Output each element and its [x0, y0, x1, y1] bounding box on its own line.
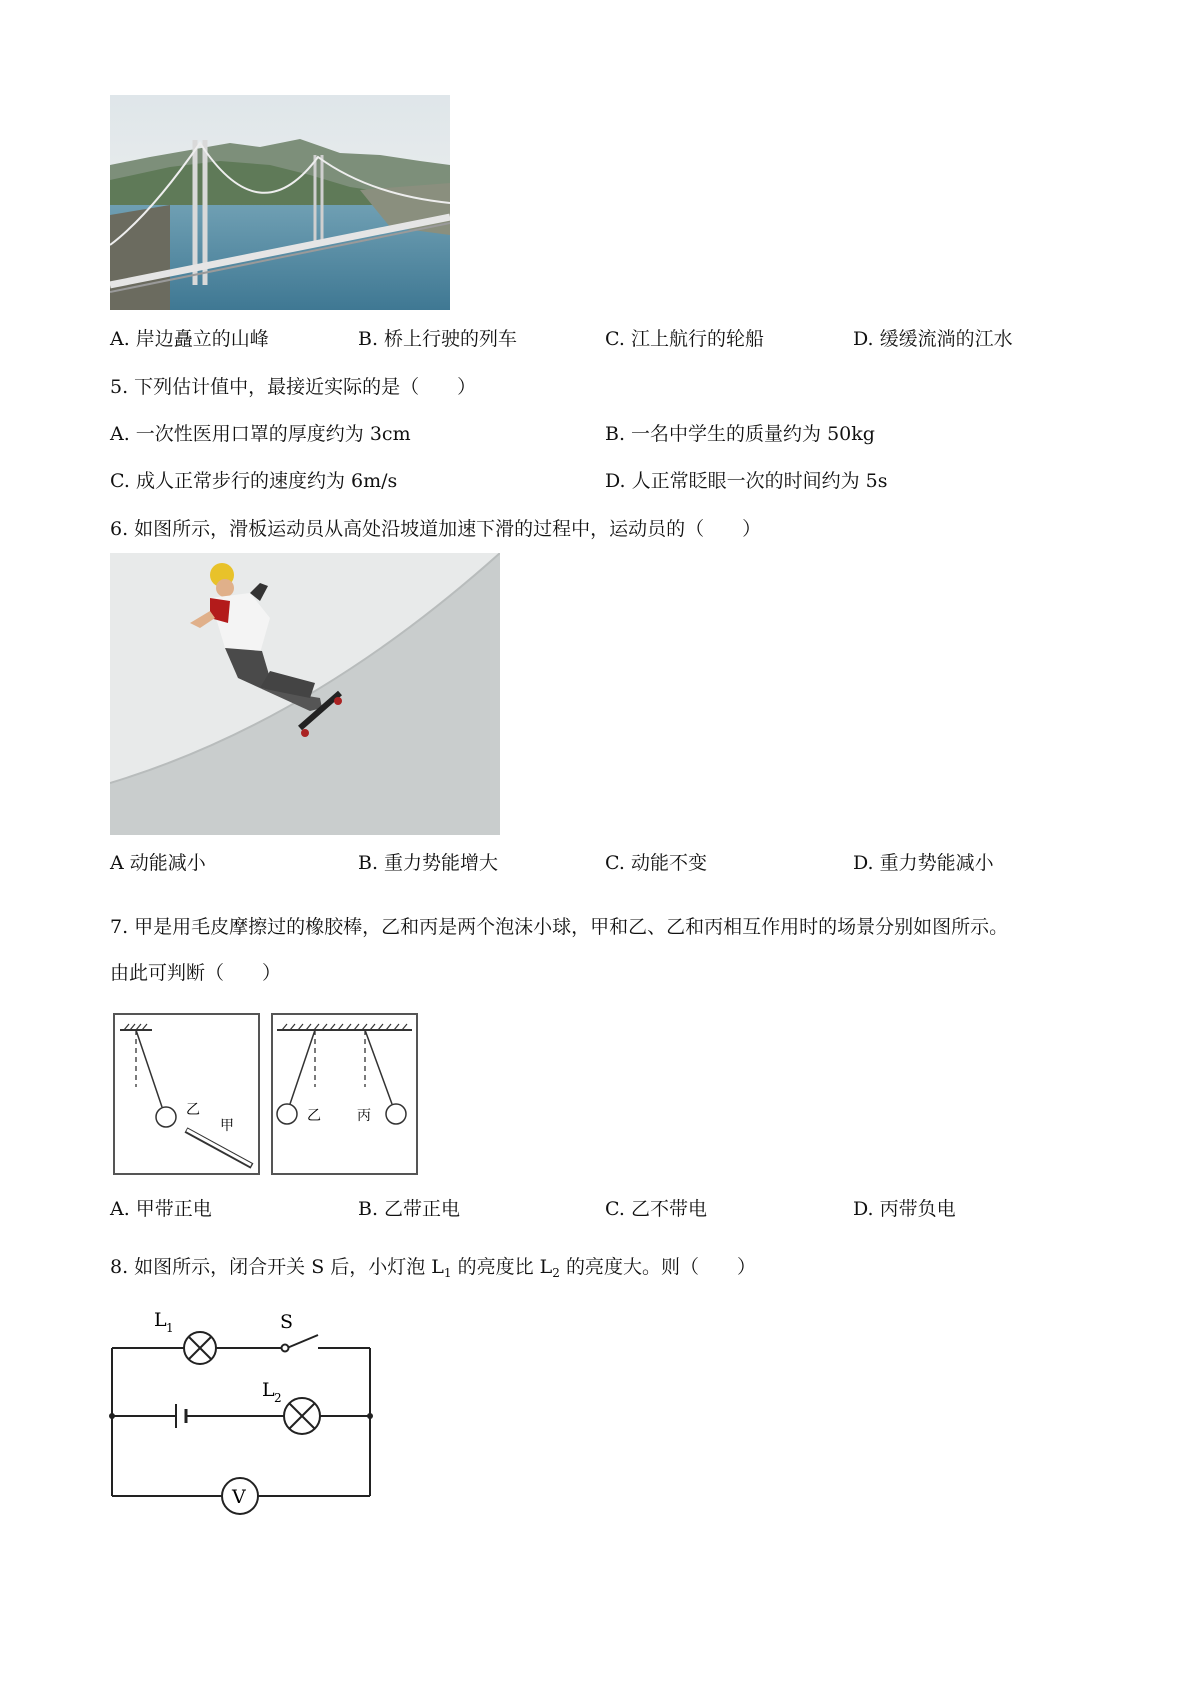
label-l2: L: [262, 1379, 275, 1401]
q4-option-a[interactable]: A. 岸边矗立的山峰: [110, 328, 269, 350]
bridge-photo: [110, 95, 450, 310]
q7-label-bing: 丙: [357, 1108, 371, 1124]
q7-stem-line1: 7. 甲是用毛皮摩擦过的橡胶棒，乙和丙是两个泡沫小球，甲和乙、乙和丙相互作用时的场景分别如图所示。: [110, 916, 1009, 938]
q5-stem: 5. 下列估计值中，最接近实际的是（ ）: [110, 376, 477, 398]
q6-option-d[interactable]: D. 重力势能减小: [853, 852, 994, 874]
q4-option-b[interactable]: B. 桥上行驶的列车: [358, 328, 518, 350]
q7-label-jia: 甲: [220, 1118, 234, 1134]
q5-option-b[interactable]: B. 一名中学生的质量约为 50kg: [605, 423, 875, 445]
q4-option-c[interactable]: C. 江上航行的轮船: [605, 328, 764, 350]
q5-option-d[interactable]: D. 人正常眨眼一次的时间约为 5s: [605, 470, 888, 492]
voltmeter-label: V: [232, 1486, 246, 1508]
q4-option-d[interactable]: D. 缓缓流淌的江水: [853, 328, 1013, 350]
q7-stem-line2: 由此可判断（ ）: [110, 962, 282, 984]
q6-option-b[interactable]: B. 重力势能增大: [358, 852, 499, 874]
q8-stem-mid: 的亮度比 L: [451, 1256, 553, 1278]
q7-label-yi-1: 乙: [186, 1102, 200, 1118]
label-s: S: [280, 1311, 294, 1333]
q6-stem: 6. 如图所示，滑板运动员从高处沿坡道加速下滑的过程中，运动员的（ ）: [110, 518, 762, 540]
q8-sub2: 2: [552, 1266, 560, 1280]
label-l2-sub: 2: [274, 1391, 282, 1405]
q7-option-d[interactable]: D. 丙带负电: [853, 1198, 956, 1220]
q7-label-yi-2: 乙: [307, 1108, 321, 1124]
q5-option-a[interactable]: A. 一次性医用口罩的厚度约为 3cm: [110, 423, 411, 445]
q8-stem-prefix: 8. 如图所示，闭合开关 S 后，小灯泡 L: [110, 1256, 444, 1278]
skateboarder-photo: [110, 553, 500, 835]
q6-option-c[interactable]: C. 动能不变: [605, 852, 707, 874]
q8-stem-suffix: 的亮度大。则（ ）: [559, 1256, 756, 1278]
q8-sub1: 1: [443, 1266, 452, 1280]
q5-option-c[interactable]: C. 成人正常步行的速度约为 6m/s: [110, 470, 398, 492]
q7-option-b[interactable]: B. 乙带正电: [358, 1198, 461, 1220]
q7-option-c[interactable]: C. 乙不带电: [605, 1198, 707, 1220]
label-l1-sub: 1: [166, 1321, 174, 1335]
q8-stem: [110, 1254, 756, 1286]
label-l1: L: [154, 1309, 167, 1331]
circuit-diagram: [100, 1300, 390, 1520]
q6-option-a[interactable]: A 动能减小: [110, 852, 206, 874]
pendulum-figure: [112, 1012, 422, 1177]
q7-option-a[interactable]: A. 甲带正电: [110, 1198, 212, 1220]
